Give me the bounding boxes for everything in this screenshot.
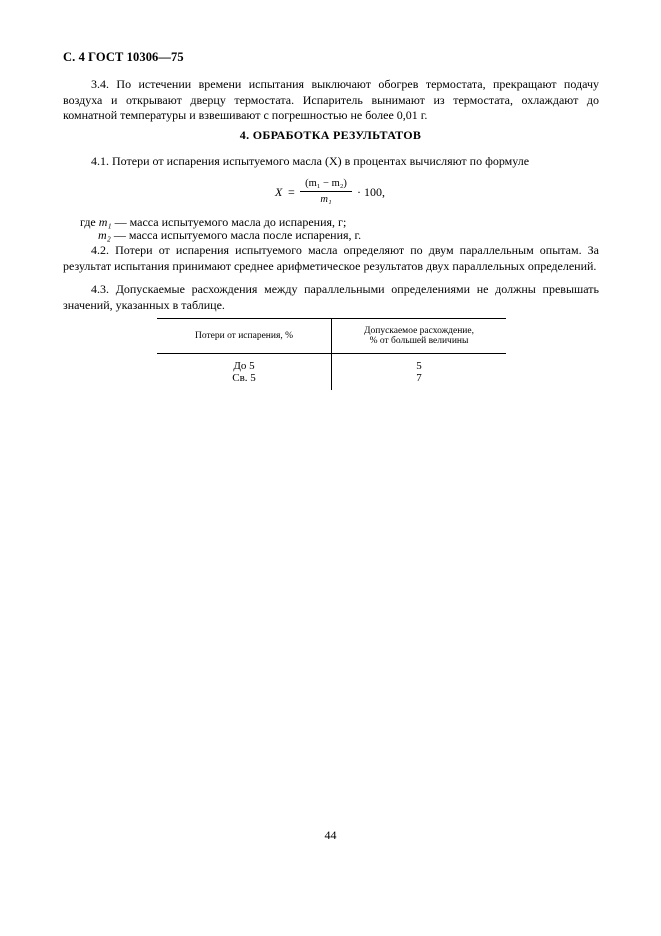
table-cell-loss: Св. 5 (157, 373, 332, 391)
table-row (157, 354, 506, 373)
table-header-row (157, 319, 506, 354)
page-number: 44 (324, 828, 337, 842)
paragraph-3-4: 3.4. По истечении времени испытания выключают обогрев термостата, прекращают подачу воздуха и открывают дверцу термостата. Испаритель вынимают из термостата, охлаждают до комнатной температуры и взвешивают с погрешностью не более 0,01 г. (63, 77, 599, 122)
formula-lhs: X (275, 185, 283, 199)
formula-fraction (300, 177, 352, 206)
definition-m2: m₂ — масса испытуемого масла после испарения, г. (98, 228, 362, 242)
table-row (157, 373, 506, 391)
fraction-bar (300, 191, 352, 192)
paragraph-4-1: 4.1. Потери от испарения испытуемого масла (X) в процентах вычисляют по формуле (91, 154, 530, 168)
page-header: С. 4 ГОСТ 10306—75 (63, 50, 184, 64)
formula-multiplier: · 100, (357, 185, 385, 199)
table-cell-allowed: 5 (416, 360, 422, 372)
formula-numerator: (m₁ − m₂) (305, 178, 347, 189)
table-header-loss: Потери от испарения, % (157, 319, 332, 354)
table-header-allowed: Допускаемое расхождение, % от большей величины (332, 319, 507, 354)
section-title: 4. ОБРАБОТКА РЕЗУЛЬТАТОВ (239, 128, 422, 142)
formula (275, 177, 455, 209)
definition-m1: где m₁ — масса испытуемого масла до испарения, г; (80, 215, 347, 229)
table-cell-loss: До 5 (157, 354, 332, 373)
formula-equals: = (288, 185, 295, 199)
tolerance-table (157, 318, 506, 390)
paragraph-4-2: 4.2. Потери от испарения испытуемого масла определяют по двум параллельным опытам. За результат испытания принимают среднее арифметическое результатов двух параллельных определений. (63, 243, 599, 273)
paragraph-4-3: 4.3. Допускаемые расхождения между параллельными определениями не должны превышать значений, указанных в таблице. (63, 282, 599, 312)
table-cell-allowed: 7 (416, 371, 422, 384)
formula-denominator: m₁ (320, 194, 332, 205)
